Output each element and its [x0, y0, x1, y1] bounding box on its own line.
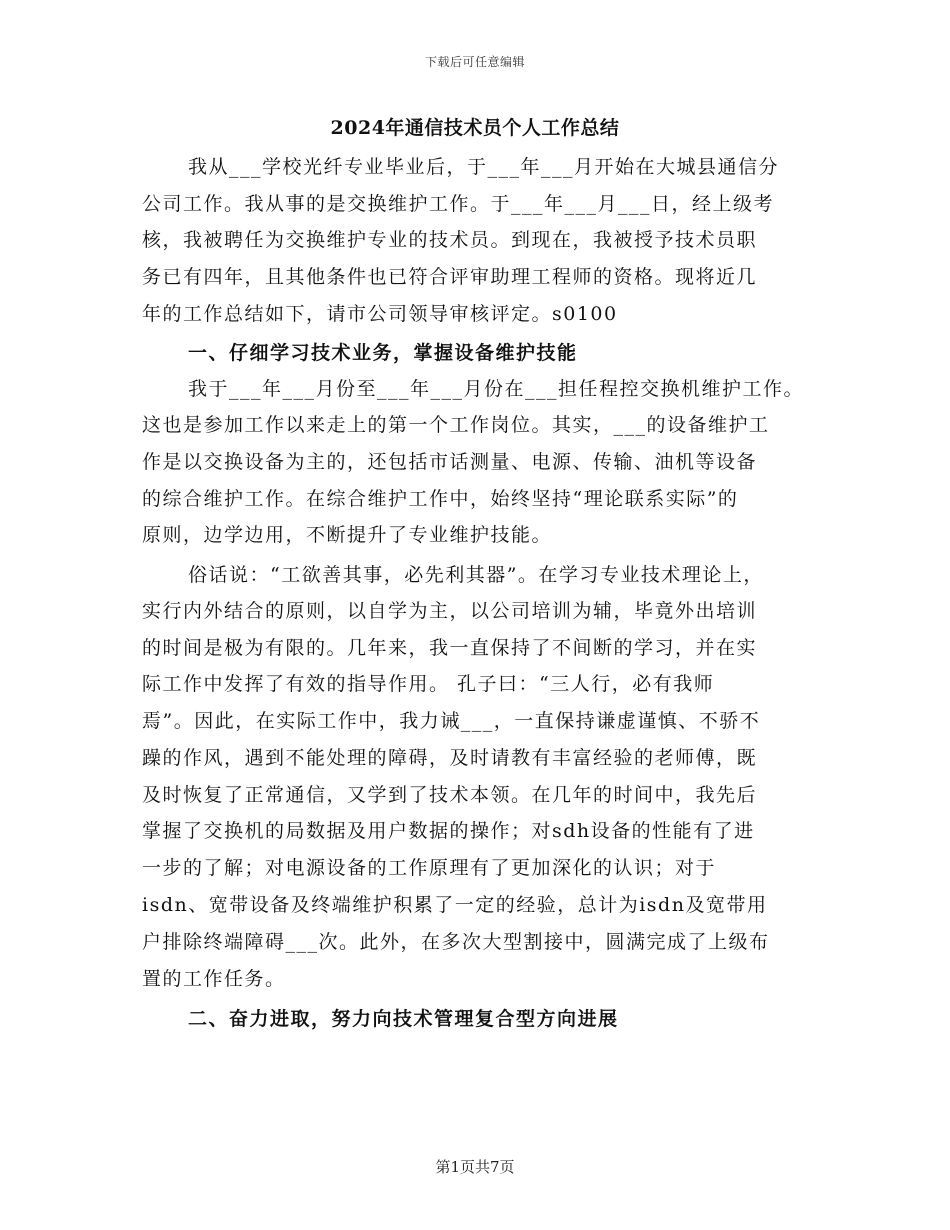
paragraph-line: 际工作中发挥了有效的指导作用。 孔子曰：“三人行，必有我师: [142, 673, 715, 695]
section-heading-2: 二、奋力进取，努力向技术管理复合型方向进展: [188, 1008, 619, 1030]
document-title: 2024年通信技术员个人工作总结: [330, 117, 620, 139]
paragraph-line: 焉”。因此，在实际工作中，我力诫___，一直保持谦虚谨慎、不骄不: [142, 710, 761, 732]
section-heading-1: 一、仔细学习技术业务，掌握设备维护技能: [188, 342, 578, 364]
header-note: 下载后可任意编辑: [424, 55, 525, 69]
paragraph-line: 掌握了交换机的局数据及用户数据的操作；对sdh设备的性能有了进: [142, 820, 755, 842]
paragraph-line: 这也是参加工作以来走上的第一个工作岗位。其实，___的设备维护工: [142, 414, 770, 436]
paragraph-line: 一步的了解；对电源设备的工作原理有了更加深化的认识；对于: [142, 857, 717, 879]
paragraph-line: 公司工作。我从事的是交换维护工作。于___年___月___日，经上级考: [142, 193, 775, 215]
paragraph-line: 躁的作风，遇到不能处理的障碍，及时请教有丰富经验的老师傅，既: [142, 747, 758, 769]
paragraph-line: 年的工作总结如下，请市公司领导审核评定。s0100: [142, 303, 618, 325]
paragraph-line: 务已有四年，且其他条件也已符合评审助理工程师的资格。现将近几: [142, 266, 758, 288]
paragraph-line: isdn、宽带设备及终端维护积累了一定的经验，总计为isdn及宽带用: [142, 894, 768, 916]
paragraph-line: 置的工作任务。: [142, 968, 286, 990]
paragraph-line: 及时恢复了正常通信，又学到了技术本领。在几年的时间中，我先后: [142, 784, 758, 806]
page-number: 第1页共7页: [435, 1158, 515, 1176]
paragraph-line: 的综合维护工作。在综合维护工作中，始终坚持“理论联系实际”的: [142, 488, 739, 510]
paragraph-line: 作是以交换设备为主的，还包括市话测量、电源、传输、油机等设备: [142, 451, 758, 473]
paragraph-line: 户排除终端障碍___次。此外，在多次大型割接中，圆满完成了上级布: [142, 931, 770, 953]
paragraph-line: 核，我被聘任为交换维护专业的技术员。到现在，我被授予技术员职: [142, 229, 758, 251]
paragraph-line: 实行内外结合的原则，以自学为主，以公司培训为辅，毕竟外出培训: [142, 600, 758, 622]
paragraph-line: 俗话说：“工欲善其事，必先利其器”。在学习专业技术理论上，: [188, 564, 764, 586]
paragraph-line: 我于___年___月份至___年___月份在___担任程控交换机维护工作。: [188, 378, 805, 400]
paragraph-line: 原则，边学边用，不断提升了专业维护技能。: [142, 524, 553, 546]
paragraph-line: 我从___学校光纤专业毕业后，于___年___月开始在大城县通信分: [188, 156, 780, 178]
paragraph-line: 的时间是极为有限的。几年来，我一直保持了不间断的学习，并在实: [142, 637, 758, 659]
